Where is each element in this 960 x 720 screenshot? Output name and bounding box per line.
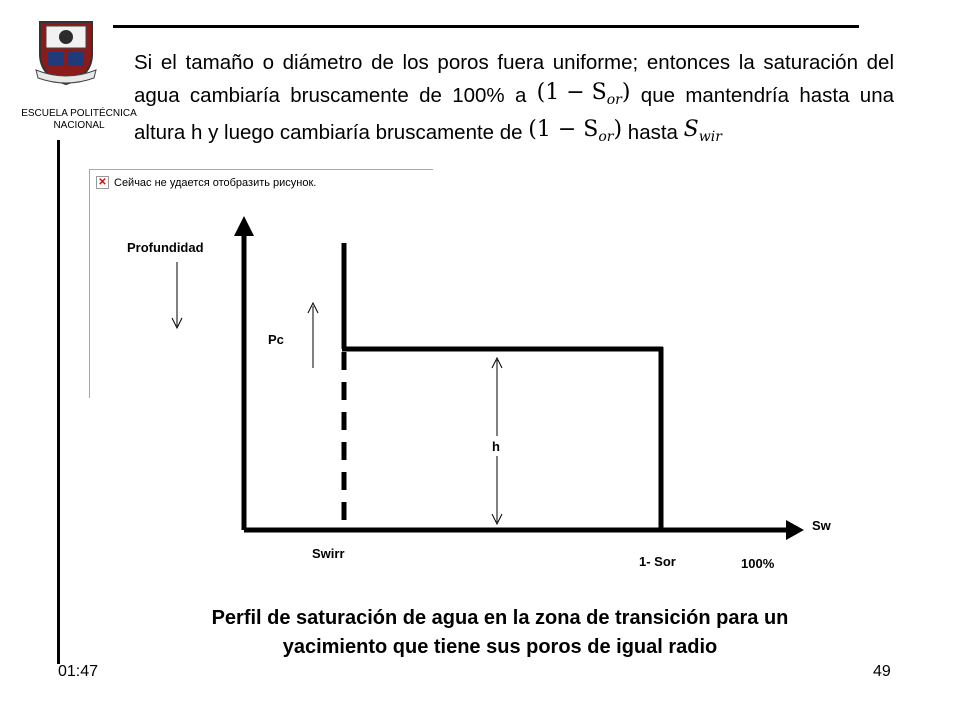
y-axis-arrowhead <box>234 216 254 236</box>
broken-image-text: Сейчас не удается отобразить рисунок. <box>114 176 317 189</box>
x-tick-1-sor: 1- Sor <box>639 554 676 569</box>
page-number: 49 <box>873 663 891 680</box>
paragraph-text-3: hasta <box>627 121 678 145</box>
caption-line1: Perfil de saturación de agua en la zona de transición para un <box>211 607 789 629</box>
math-base-2: (1 − S <box>528 117 599 143</box>
x-tick-100: 100% <box>741 556 775 571</box>
institution-name-line1: ESCUELA POLITÉCNICA <box>21 108 137 119</box>
footer-time: 01:47 <box>58 663 99 680</box>
math-sub-2: or <box>598 129 614 146</box>
math-close: ) <box>621 80 631 105</box>
x-axis-label: Sw <box>812 518 831 533</box>
math-swir-base: S <box>683 117 699 143</box>
caption-line2: yacimiento que tiene sus poros de igual radio <box>282 636 718 658</box>
math-sub: or <box>606 92 622 109</box>
math-swir-sub: wir <box>698 129 722 146</box>
broken-image-icon: ✕ <box>96 176 109 189</box>
institution-name-line2: NACIONAL <box>53 120 105 131</box>
x-axis-arrowhead <box>786 520 804 540</box>
y-axis-label: Profundidad <box>127 240 204 255</box>
pc-label: Pc <box>268 332 284 347</box>
math-base: (1 − S <box>536 80 607 105</box>
figure-caption <box>120 604 880 662</box>
paragraph-text-2: que mantendría hasta una altura h y luego cambiaría bruscamente de <box>134 83 895 145</box>
h-label: h <box>492 439 500 454</box>
x-tick-swirr: Swirr <box>312 546 345 561</box>
paragraph-text-1: Si el tamaño o diámetro de los poros fuera uniforme; entonces la saturación del agua cambiaría bruscamente de 100% a <box>134 51 894 107</box>
math-close-2: ) <box>613 117 623 143</box>
